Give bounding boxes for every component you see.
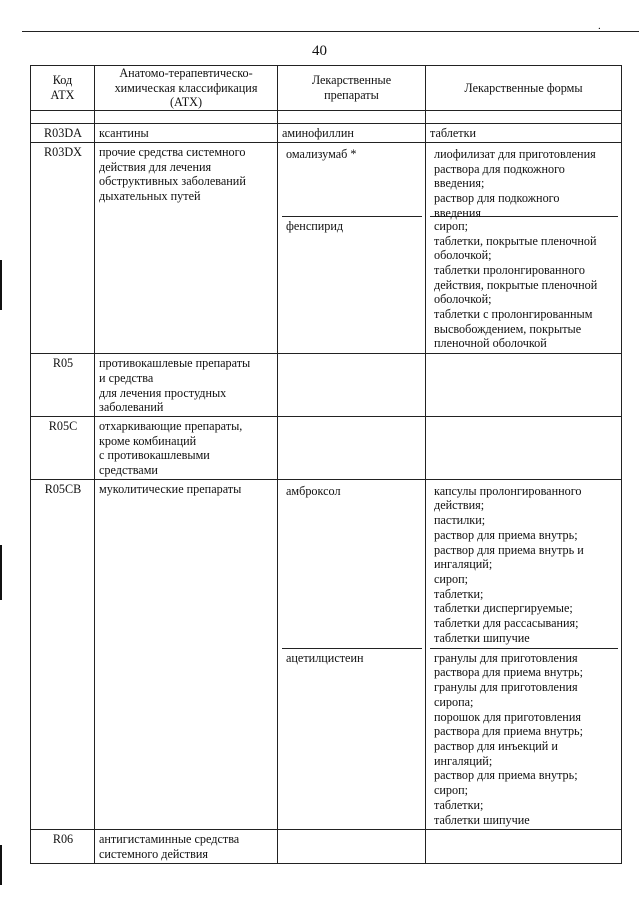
drug-name (278, 830, 426, 863)
header-classification: Анатомо-терапевтическо- химическая классификация (АТХ) (95, 66, 278, 111)
dosage-forms: сироп; таблетки, покрытые пленочной оболочкой; таблетки пролонгированного действия, покрытые пленочной оболочкой; таблетки с пролонгированным высвобождением, покрытые пленочной оболочкой (430, 216, 618, 352)
atx-class: отхаркивающие препараты, кроме комбинаций с противокашлевыми средствами (95, 416, 278, 479)
margin-mark (0, 260, 2, 310)
spacer-row (31, 111, 622, 124)
header-code: Код АТХ (31, 66, 95, 111)
table-row-r05c (31, 416, 622, 479)
header-forms: Лекарственные формы (426, 66, 622, 111)
atx-code: R06 (31, 830, 95, 863)
scan-mark: . (598, 20, 601, 32)
table-row-r03da (31, 124, 622, 143)
atx-class: противокашлевые препараты и средства для лечения простудных заболеваний (95, 354, 278, 417)
forms-cell (426, 479, 622, 829)
dosage-forms: капсулы пролонгированного действия; пастилки; раствор для приема внутрь; раствор для приема внутрь и ингаляций; сироп; таблетки; таблетки диспергируемые; таблетки для рассасывания; таблетки шипучие (434, 483, 584, 645)
atx-code: R03DA (31, 124, 95, 143)
table-row-r06 (31, 830, 622, 863)
dosage-forms: лиофилизат для приготовления раствора для подкожного введения; раствор для подкожного введения (434, 146, 596, 220)
atx-code: R05C (31, 416, 95, 479)
table-row-r03dx (31, 142, 622, 353)
atx-class: прочие средства системного действия для лечения обструктивных заболеваний дыхательных путей (95, 142, 278, 353)
table-row-r05cb (31, 479, 622, 829)
atx-class: муколитические препараты (95, 479, 278, 829)
margin-mark (0, 545, 2, 600)
atx-code: R05CB (31, 479, 95, 829)
dosage-forms (426, 830, 622, 863)
drug-name: ацетилцистеин (282, 648, 422, 667)
drug-name (278, 354, 426, 417)
drug-cell (278, 142, 426, 353)
table-header-row (31, 66, 622, 111)
forms-cell (426, 142, 622, 353)
top-rule (22, 31, 639, 32)
drug-cell (278, 479, 426, 829)
dosage-forms: гранулы для приготовления раствора для приема внутрь; гранулы для приготовления сиропа; порошок для приготовления раствора для приема внутрь; раствор для инъекций и ингаляций; раствор для приема внутрь; сироп; таблетки; таблетки шипучие (430, 648, 618, 828)
page-number: 40 (312, 43, 327, 59)
atx-table (30, 65, 622, 864)
header-drugs: Лекарственные препараты (278, 66, 426, 111)
drug-name: омализумаб * (286, 146, 357, 161)
table-row-r05 (31, 354, 622, 417)
margin-mark (0, 845, 2, 885)
atx-code: R05 (31, 354, 95, 417)
atx-class: антигистаминные средства системного действия (95, 830, 278, 863)
dosage-forms (426, 416, 622, 479)
atx-class: ксантины (95, 124, 278, 143)
dosage-forms: таблетки (426, 124, 622, 143)
drug-name (278, 416, 426, 479)
drug-name: фенспирид (282, 216, 422, 235)
drug-name: аминофиллин (278, 124, 426, 143)
drug-name: амброксол (286, 483, 341, 498)
atx-code: R03DX (31, 142, 95, 353)
dosage-forms (426, 354, 622, 417)
